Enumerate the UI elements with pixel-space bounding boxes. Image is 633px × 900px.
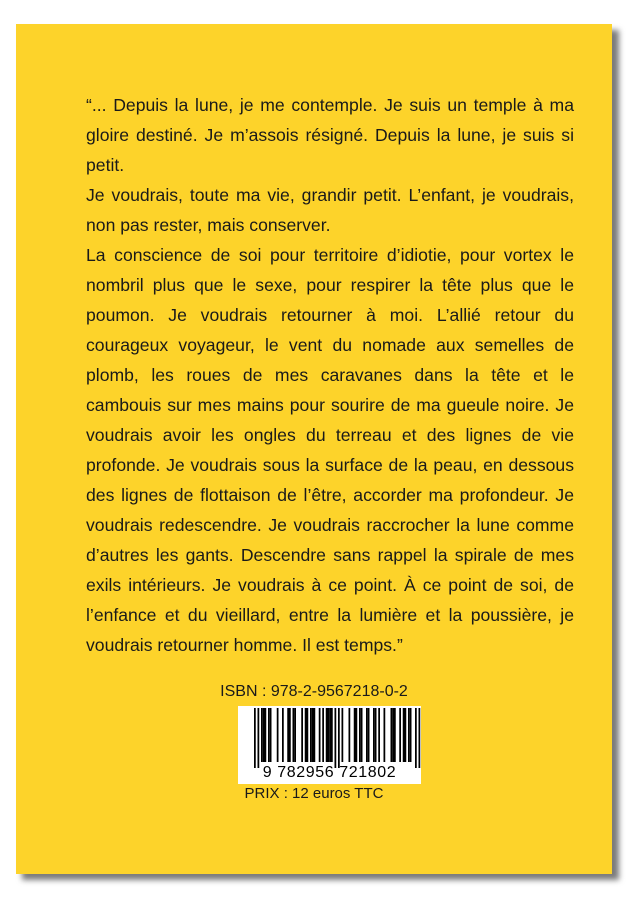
barcode-bar [373, 708, 375, 762]
barcode-bar [368, 708, 370, 762]
barcode [238, 706, 421, 784]
barcode-bar [310, 708, 312, 762]
barcode-bar [408, 708, 410, 762]
barcode-bar [307, 708, 309, 762]
barcode-bar [294, 708, 296, 762]
isbn-label: ISBN : 978-2-9567218-0-2 [220, 683, 408, 700]
barcode-bar [326, 708, 328, 762]
barcode-bar [415, 708, 417, 768]
barcode-bar [410, 708, 412, 762]
barcode-bar [287, 708, 289, 762]
barcode-bar [265, 708, 267, 762]
barcode-bar [375, 708, 377, 762]
barcode-bar [301, 708, 303, 762]
blurb-paragraph-2: Je voudrais, toute ma vie, grandir petit. L’enfant, je voudrais, non pas rester, mais conserver. [86, 185, 574, 235]
barcode-bar [399, 708, 401, 762]
barcode-bar [394, 708, 396, 762]
barcode-bar [314, 708, 316, 762]
barcode-bar [270, 708, 272, 762]
barcode-bar [361, 708, 363, 762]
barcode-bar [366, 708, 368, 762]
barcode-bar [391, 708, 393, 762]
barcode-bar [319, 708, 321, 762]
barcode-bar [384, 708, 386, 762]
barcode-bar [354, 708, 356, 762]
barcode-bar [305, 708, 307, 762]
barcode-bar [282, 708, 284, 762]
barcode-bar [335, 708, 337, 768]
barcode-bar [329, 708, 331, 762]
barcode-digits: 9 782956 721802 [262, 764, 397, 781]
barcode-bar [359, 708, 361, 762]
barcode-bar [293, 708, 295, 762]
barcode-bar [342, 708, 344, 762]
barcode-bar [322, 708, 324, 762]
barcode-bar [392, 708, 394, 762]
barcode-bar [261, 708, 263, 762]
barcode-bar [349, 708, 351, 762]
barcode-bar [378, 708, 380, 762]
barcode-bar [328, 708, 330, 762]
barcode-bar [289, 708, 291, 762]
barcode-bar [312, 708, 314, 762]
barcode-bar [403, 708, 405, 762]
barcode-bar [338, 708, 340, 768]
blurb-paragraph-3: La conscience de soi pour territoire d’idiotie, pour vortex le nombril plus que le sexe, pour respirer la tête plus que le poumon. Je voudrais retourner à moi. L’allié retour du courageux voyageur, le vent du nomade aux semelles de plomb, les roues de mes caravanes dans la tête et le cambouis sur mes mains pour sourire de ma gueule noire. Je voudrais avoir les ongles du terreau et des lignes de vie profonde. Je voudrais sous la surface de la peau, en dessous des lignes de flottaison de l’être, accorder ma profondeur. Je voudrais redescendre. Je voudrais raccrocher la lune comme d’autres les gants. Descendre sans rappel la spirale de mes exils intérieurs. Je voudrais à ce point. À ce point de soi, de l’enfance et du vieillard, entre la lumière et la poussière, je voudrais retourner homme. Il est temps.” [86, 245, 574, 655]
barcode-bar [405, 708, 407, 762]
barcode-bar [268, 708, 270, 762]
barcode-bar [263, 708, 265, 762]
barcode-bar [419, 708, 421, 768]
price-label: PRIX : 12 euros TTC [244, 785, 384, 802]
barcode-bar [277, 708, 279, 762]
back-cover [16, 24, 612, 874]
barcode-bar [254, 708, 256, 768]
barcode-bar [331, 708, 333, 762]
barcode-bar [258, 708, 260, 768]
barcode-bar [356, 708, 358, 762]
back-cover-blurb [86, 90, 574, 660]
blurb-paragraph-1: “... Depuis la lune, je me contemple. Je suis un temple à ma gloire destiné. Je m’assois résigné. Depuis la lune, je suis si petit. [86, 95, 574, 175]
